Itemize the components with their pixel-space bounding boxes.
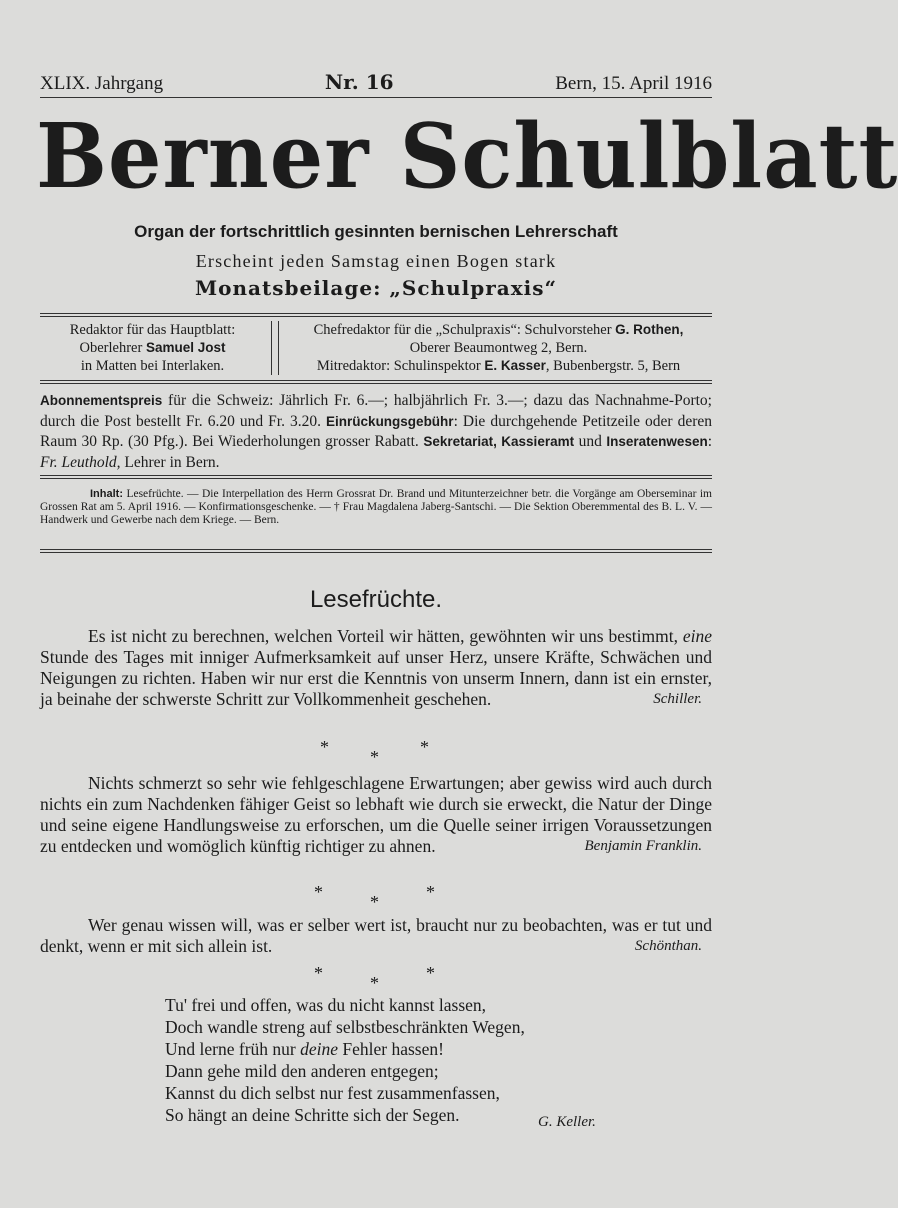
chief-editor-role: Chefredaktor für die „Schulpraxis“: Schulvorsteher [313, 322, 616, 338]
insertion-fee-label: Einrückungsgebühr [326, 413, 454, 429]
quote-schoenthan [40, 915, 712, 957]
divider [40, 380, 712, 381]
star: * [370, 973, 379, 993]
supplement-editors [285, 321, 712, 375]
chief-editor-name: G. Rothen, [615, 322, 684, 337]
poem-line: Tu' frei und offen, was du nicht kannst lassen, [165, 995, 487, 1015]
co-editor-line [285, 357, 712, 375]
chief-editor-address: Oberer Beaumontweg 2, Bern. [409, 340, 588, 356]
co-editor-address: , Bubenbergstr. 5, Bern [545, 358, 681, 374]
poem-line: Dann gehe mild den anderen entgegen; [165, 1061, 439, 1081]
poem-line: Und lerne früh nur deine Fehler hassen! [165, 1039, 444, 1059]
column-separator [271, 321, 279, 375]
co-editor-name: E. Kasser [484, 358, 546, 373]
contact-place: Lehrer in Bern. [120, 453, 220, 471]
quote-text: Nichts schmerzt so sehr wie fehlgeschlagene Erwartungen; aber gewiss wird auch durch nichts ein zum Nachdenken fähiger Geist so lebhaft wie durch sie erweckt, die Natur der Dinge und seine eigene Handlungsweise zu erforschen, um die Quelle seiner irrigen Voraussetzungen zu entdecken und womöglich künftig richtiger zu ahnen. [40, 773, 712, 856]
star: * [314, 963, 323, 983]
advertising-label: Inseratenwesen [606, 434, 708, 449]
divider [40, 316, 712, 317]
subscription-info [40, 391, 712, 473]
poem-line: Kannst du dich selbst nur fest zusammenfassen, [165, 1083, 500, 1103]
quote-schiller [40, 626, 712, 710]
main-editor-name-line [40, 339, 265, 357]
star: * [426, 882, 435, 902]
section-title: Lesefrüchte. [309, 586, 443, 613]
subscription-label: Abonnementspreis [40, 393, 163, 408]
separator-stars [300, 963, 450, 993]
subscription-text: für die Schweiz: Jährlich Fr. 6.—; halbjährlich Fr. 3.—; dazu das Nachnahme-Porto; durch die Post bestellt Fr. 6.20 und Fr. 3.20. [40, 392, 712, 430]
secretariat-label: Sekretariat, Kassieramt [423, 434, 575, 449]
quote-author: Schönthan. [634, 938, 702, 954]
quote-franklin [40, 773, 712, 857]
newspaper-title: Berner Schulblatt [36, 103, 898, 209]
divider [40, 313, 712, 314]
insertion-fee-text: : Die durchgehende Petitzeile oder deren Raum 30 Rp. (30 Pfg.). Bei Wiederholungen grosser Rabatt. [40, 412, 713, 450]
quote-author: Benjamin Franklin. [584, 838, 702, 854]
chief-editor-line [285, 321, 712, 339]
colon-text: : [707, 433, 713, 450]
star: * [426, 963, 435, 983]
place-date: Bern, 15. April 1916 [555, 73, 712, 94]
main-editor [40, 321, 265, 375]
contents-text: Lesefrüchte. — Die Interpellation des Herrn Grossrat Dr. Brand und Mitunterzeichner betr. die Vorgänge am Oberseminar im Grossen Rat am 5. April 1916. — Konfirmationsgeschenke. — † Frau Magdalena Jaberg-Santschi. — Die Sektion Oberemmental des B. L. V. — Handwerk und Gewerbe nach dem Kriege. — Bern. [40, 488, 712, 526]
editors-box [40, 321, 712, 375]
main-editor-place: in Matten bei Interlaken. [80, 358, 225, 374]
divider [40, 475, 712, 476]
main-editor-name: Samuel Jost [145, 340, 226, 355]
co-editor-role: Mitredaktor: Schulinspektor [316, 358, 485, 374]
monthly-supplement: Monatsbeilage: „Schulpraxis“ [195, 276, 557, 300]
quote-text: Wer genau wissen will, was er selber wert ist, braucht nur zu beobachten, was er tut und denkt, wenn er mit sich allein ist. [40, 915, 712, 956]
star: * [420, 737, 429, 757]
divider [40, 549, 712, 550]
quote-author: Schiller. [653, 691, 702, 707]
star: * [320, 737, 329, 757]
contact-name: Fr. Leuthold, [40, 453, 121, 471]
publication-frequency: Erscheint jeden Samstag einen Bogen stark [195, 251, 557, 271]
main-editor-role: Redaktor für das Hauptblatt: [69, 322, 236, 338]
issue-number: Nr. 16 [324, 70, 394, 94]
quote-text: Stunde des Tages mit inniger Aufmerksamkeit auf unser Herz, unsere Kräfte, Schwächen und Neigungen zu richten. Haben wir nur erst die Kenntnis von unserm Innern, dann ist ein ernster, ja beinahe der schwerste Schritt zur Vollkommenheit geschehen. [40, 647, 712, 709]
jahrgang: XLIX. Jahrgang [40, 73, 164, 94]
star: * [370, 892, 379, 912]
poem-author: G. Keller. [538, 1114, 596, 1130]
quote-emphasis: eine [682, 626, 712, 646]
separator-stars [300, 737, 450, 767]
main-editor-title: Oberlehrer [79, 340, 146, 356]
star: * [370, 747, 379, 767]
and-text: und [574, 433, 607, 450]
divider [40, 383, 712, 384]
divider [40, 552, 712, 553]
organ-subtitle: Organ der fortschrittlich gesinnten bernischen Lehrerschaft [134, 222, 618, 241]
quote-text: Es ist nicht zu berechnen, welchen Vorteil wir hätten, gewöhnten wir uns bestimmt, [88, 626, 683, 646]
divider [40, 478, 712, 479]
table-of-contents [40, 488, 712, 527]
poem-line: Doch wandle streng auf selbstbeschränkten Wegen, [165, 1017, 525, 1037]
masthead-topline [40, 70, 712, 95]
separator-stars [300, 882, 450, 912]
star: * [314, 882, 323, 902]
poem-line: So hängt an deine Schritte sich der Segen. [165, 1105, 460, 1125]
poem-keller [165, 994, 525, 1126]
divider [40, 97, 712, 98]
contents-label: Inhalt: [90, 488, 123, 500]
